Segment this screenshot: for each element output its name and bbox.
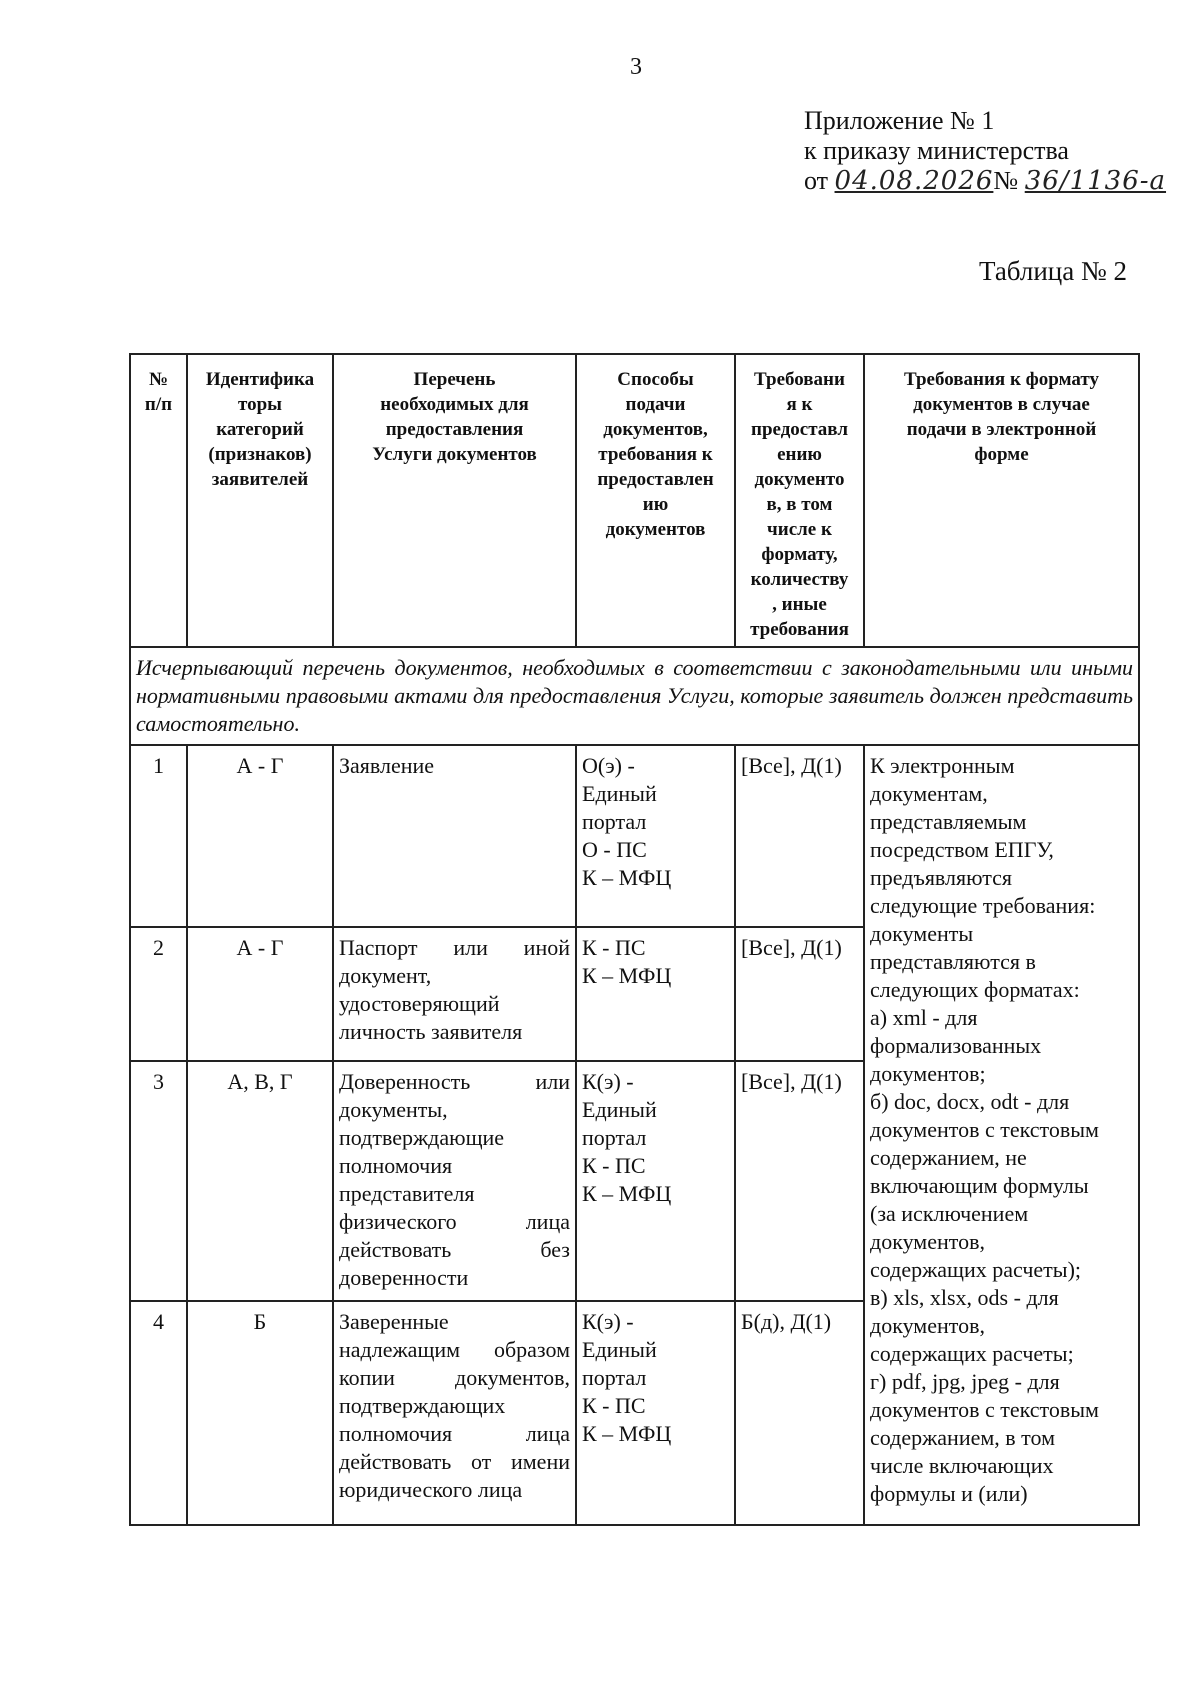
appendix-order-ref: к приказу министерства <box>804 136 1069 165</box>
row-number: 4 <box>130 1301 187 1525</box>
header-number: № п/п <box>130 354 187 647</box>
table-row <box>130 745 1139 927</box>
table-title: Таблица № 2 <box>979 256 1127 286</box>
documents-table <box>129 353 1140 1526</box>
header-electronic-format: Требования к формату документов в случае подачи в электронной форме <box>864 354 1139 647</box>
row-number: 3 <box>130 1061 187 1301</box>
row-number: 1 <box>130 745 187 927</box>
appendix-date-line <box>804 166 1166 196</box>
number-label: № <box>993 166 1019 195</box>
appendix-block <box>804 106 1166 196</box>
header-methods: Способы подачи документов, требования к предоставлен ию документов <box>576 354 735 647</box>
row-method: К(э) - Единый портал К - ПС К – МФЦ <box>576 1301 735 1525</box>
row-category: А - Г <box>187 745 333 927</box>
row-document: Заявление <box>333 745 576 927</box>
row-category: А, В, Г <box>187 1061 333 1301</box>
row-requirement: Б(д), Д(1) <box>735 1301 864 1525</box>
row-document: Паспорт или иной документ, удостоверяющий личность заявителя <box>333 927 576 1061</box>
handwritten-number: 36/1136-а <box>1024 166 1167 196</box>
from-label: от <box>804 166 829 195</box>
row-method: К - ПС К – МФЦ <box>576 927 735 1061</box>
row-category: Б <box>187 1301 333 1525</box>
section-text: Исчерпывающий перечень документов, необходимых в соответствии с законодательными или иными нормативными правовыми актами для предоставления Услуги, которые заявитель должен представить самостоятельно. <box>130 647 1139 745</box>
header-row <box>130 354 1139 647</box>
handwritten-date: 04.08.2026 <box>834 166 994 196</box>
row-number: 2 <box>130 927 187 1061</box>
appendix-title: Приложение № 1 <box>804 106 995 135</box>
row-document: Доверенность или документы, подтверждающие полномочия представителя физического лица действовать без доверенности <box>333 1061 576 1301</box>
row-category: А - Г <box>187 927 333 1061</box>
header-requirements: Требовани я к предоставл ению документо в, в том числе к формату, количеству , иные требования <box>735 354 864 647</box>
row-requirement: [Все], Д(1) <box>735 745 864 927</box>
page-number: 3 <box>630 54 642 80</box>
row-requirement: [Все], Д(1) <box>735 1061 864 1301</box>
row-method: К(э) - Единый портал К - ПС К – МФЦ <box>576 1061 735 1301</box>
electronic-requirements: К электронным документам, представляемым посредством ЕПГУ, предъявляются следующие требования: документы представляются в следующих форматах: а) xml - для формализованных документов; б) doc, docx, odt - для документов с текстовым содержанием, не включающим формулы (за исключением документов, содержащих расчеты); в) xls, xlsx, ods - для документов, содержащих расчеты; г) pdf, jpg, jpeg - для документов с текстовым содержанием, в том числе включающих формулы и (или) <box>864 745 1139 1525</box>
row-method: О(э) - Единый портал О - ПС К – МФЦ <box>576 745 735 927</box>
header-identifiers: Идентифика торы категорий (признаков) заявителей <box>187 354 333 647</box>
row-document: Заверенные надлежащим образом копии документов, подтверждающих полномочия лица действовать от имени юридического лица <box>333 1301 576 1525</box>
row-requirement: [Все], Д(1) <box>735 927 864 1061</box>
section-row <box>130 647 1139 745</box>
header-documents: Перечень необходимых для предоставления Услуги документов <box>333 354 576 647</box>
